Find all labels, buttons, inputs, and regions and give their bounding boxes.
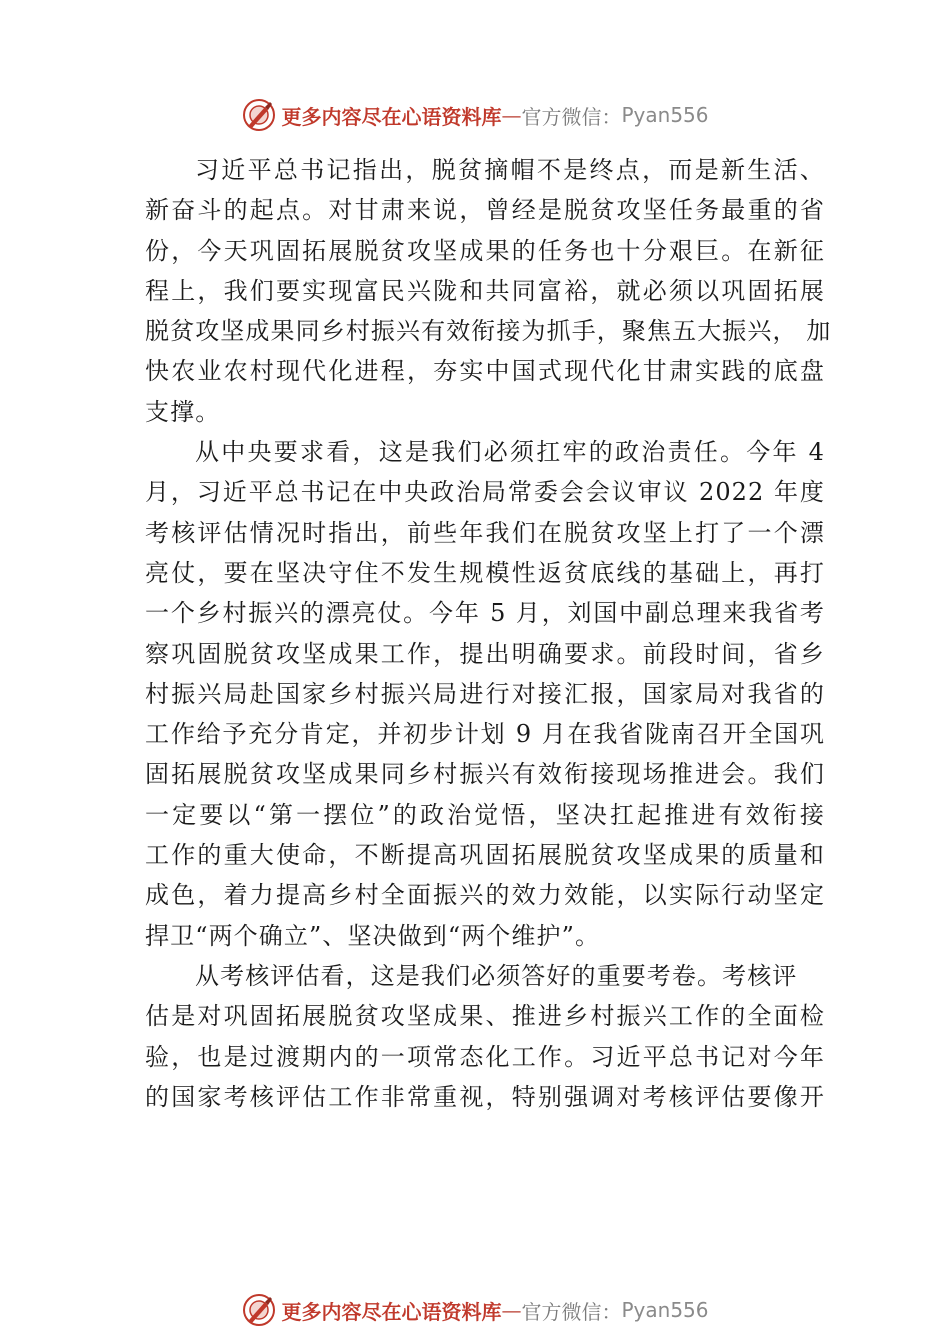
footer-wechat-id: Pyan556 xyxy=(621,1298,709,1322)
footer-wechat-label: 官方微信： xyxy=(521,1299,622,1324)
body-line-14: 村振兴局赴国家乡村振兴局进行对接汇报，国家局对我省的 xyxy=(145,679,825,708)
document-body xyxy=(145,150,832,1117)
body-line-22: 估是对巩固拓展脱贫攻坚成果、推进乡村振兴工作的全面检 xyxy=(145,1002,825,1031)
body-line-4: 程上，我们要实现富民兴陇和共同富裕，就必须以巩固拓展 xyxy=(145,276,825,305)
body-line-20: 捍卫“两个确立”、坚决做到“两个维护”。 xyxy=(145,921,601,950)
footer-watermark xyxy=(0,1290,950,1330)
body-line-23: 验，也是过渡期内的一项常态化工作。习近平总书记对今年 xyxy=(145,1042,825,1071)
body-line-9: 月，习近平总书记在中央政治局常委会会议审议 2022 年度 xyxy=(145,478,825,507)
body-line-5: 脱贫攻坚成果同乡村振兴有效衔接为抓手，聚焦五大振兴， 加 xyxy=(145,317,832,346)
body-line-3: 份，今天巩固拓展脱贫攻坚成果的任务也十分艰巨。在新征 xyxy=(145,236,825,265)
body-line-2: 新奋斗的起点。对甘肃来说，曾经是脱贫攻坚任务最重的省 xyxy=(145,196,825,225)
body-line-12: 一个乡村振兴的漂亮仗。今年 5 月，刘国中副总理来我省考 xyxy=(145,599,825,628)
header-brand-text: 更多内容尽在心语资料库 xyxy=(281,104,502,129)
body-line-11: 亮仗，要在坚决守住不发生规模性返贫底线的基础上，再打 xyxy=(145,558,825,587)
header-wechat-label: 官方微信： xyxy=(521,104,622,129)
body-line-15: 工作给予充分肯定，并初步计划 9 月在我省陇南召开全国巩 xyxy=(145,720,825,749)
body-line-10: 考核评估情况时指出，前些年我们在脱贫攻坚上打了一个漂 xyxy=(145,518,825,547)
body-line-6: 快农业农村现代化进程，夯实中国式现代化甘肃实践的底盘 xyxy=(145,357,825,386)
body-line-7: 支撑。 xyxy=(145,397,221,426)
header-dash: — xyxy=(501,103,522,127)
body-line-24: 的国家考核评估工作非常重视，特别强调对考核评估要像开 xyxy=(145,1082,825,1111)
header-watermark xyxy=(0,95,950,135)
body-line-18: 工作的重大使命，不断提高巩固拓展脱贫攻坚成果的质量和 xyxy=(145,841,825,870)
logo-icon xyxy=(241,1292,277,1328)
footer-dash: — xyxy=(501,1298,522,1322)
header-wechat-id: Pyan556 xyxy=(621,103,709,127)
body-line-21: 从考核评估看，这是我们必须答好的重要考卷。考核评 xyxy=(195,961,798,990)
body-line-13: 察巩固脱贫攻坚成果工作，提出明确要求。前段时间，省乡 xyxy=(145,639,825,668)
body-line-1: 习近平总书记指出，脱贫摘帽不是终点，而是新生活、 xyxy=(195,156,825,184)
body-line-8: 从中央要求看，这是我们必须扛牢的政治责任。今年 4 xyxy=(195,438,825,467)
footer-brand-text: 更多内容尽在心语资料库 xyxy=(281,1299,502,1324)
logo-icon xyxy=(241,97,277,133)
body-line-17: 一定要以“第一摆位”的政治觉悟，坚决扛起推进有效衔接 xyxy=(145,800,825,829)
body-line-16: 固拓展脱贫攻坚成果同乡村振兴有效衔接现场推进会。我们 xyxy=(145,760,825,789)
body-line-19: 成色，着力提高乡村全面振兴的效力效能，以实际行动坚定 xyxy=(145,881,825,910)
